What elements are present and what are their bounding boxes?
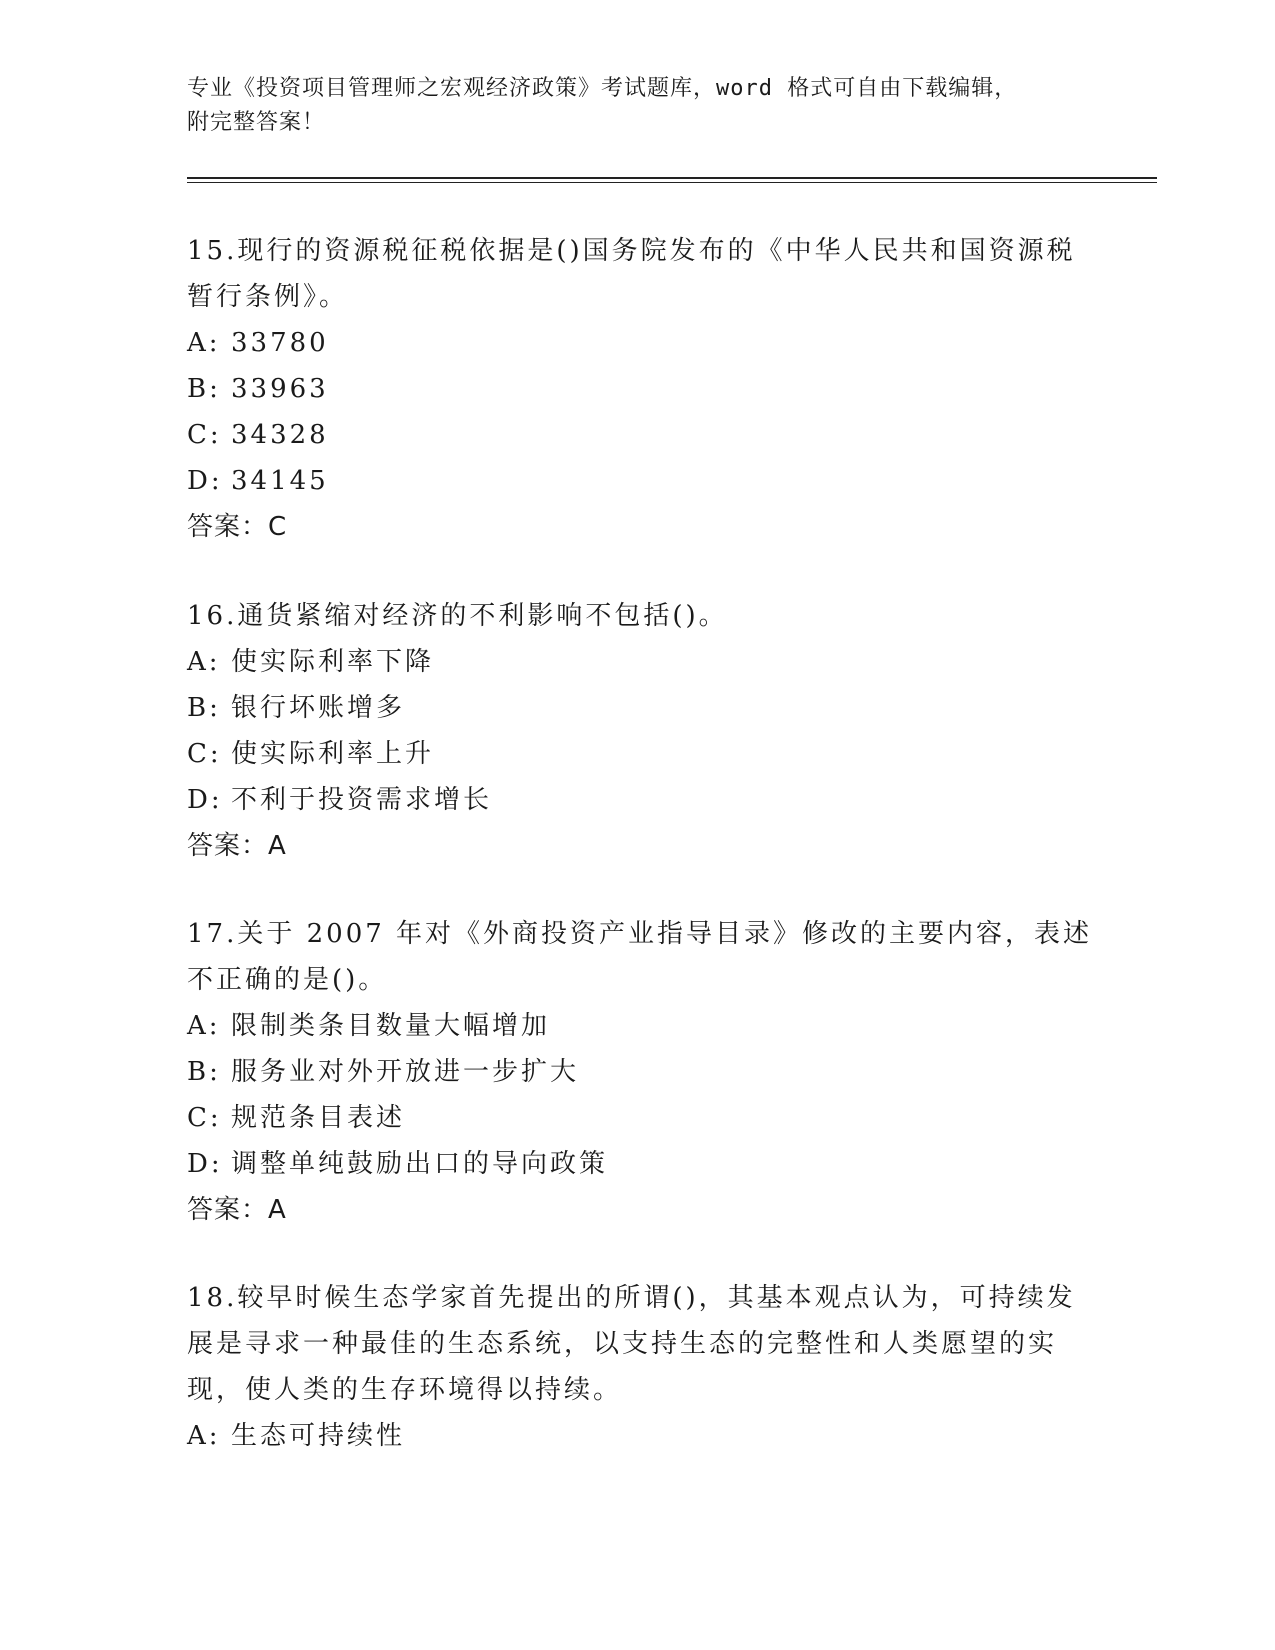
option-key: C: bbox=[187, 1103, 222, 1133]
option-a bbox=[187, 1003, 1087, 1049]
option-key: C: bbox=[187, 739, 222, 769]
question-stem-line: 18.较早时候生态学家首先提出的所谓()，其基本观点认为，可持续发 bbox=[187, 1283, 1076, 1313]
document-header bbox=[187, 72, 1107, 140]
question-stem-line: 16.通货紧缩对经济的不利影响不包括()。 bbox=[187, 601, 728, 631]
answer-line: 答案：C bbox=[187, 512, 288, 542]
option-key: B: bbox=[187, 1057, 221, 1087]
option-key: D: bbox=[187, 466, 223, 496]
option-d bbox=[187, 1141, 1087, 1187]
option-key: D: bbox=[187, 785, 223, 815]
option-c bbox=[187, 1095, 1087, 1141]
option-text: 服务业对外开放进一步扩大 bbox=[231, 1057, 580, 1087]
question-stem-line: 不正确的是()。 bbox=[187, 965, 388, 995]
option-text: 调整单纯鼓励出口的导向政策 bbox=[231, 1149, 609, 1179]
option-a bbox=[187, 320, 1087, 366]
header-line-2: 附完整答案！ bbox=[187, 110, 326, 135]
question-17 bbox=[187, 911, 1093, 1233]
answer-line: 答案：A bbox=[187, 1195, 287, 1225]
option-a bbox=[187, 639, 1087, 685]
option-c bbox=[187, 412, 1087, 458]
option-text: 33780 bbox=[231, 328, 329, 358]
option-text: 银行坏账增多 bbox=[231, 693, 406, 723]
option-text: 不利于投资需求增长 bbox=[231, 785, 493, 815]
option-text: 34328 bbox=[231, 420, 329, 450]
header-line-1: 专业《投资项目管理师之宏观经济政策》考试题库，word 格式可自由下载编辑， bbox=[187, 76, 1018, 101]
option-key: A: bbox=[187, 1011, 221, 1041]
option-text: 使实际利率上升 bbox=[231, 739, 435, 769]
header-divider bbox=[187, 177, 1157, 183]
option-c bbox=[187, 731, 1087, 777]
option-key: A: bbox=[187, 647, 221, 677]
option-text: 限制类条目数量大幅增加 bbox=[231, 1011, 551, 1041]
question-stem-line: 展是寻求一种最佳的生态系统，以支持生态的完整性和人类愿望的实 bbox=[187, 1329, 1058, 1359]
question-stem-line: 15.现行的资源税征税依据是()国务院发布的《中华人民共和国资源税 bbox=[187, 236, 1076, 266]
question-stem-line: 现，使人类的生存环境得以持续。 bbox=[187, 1375, 623, 1405]
option-key: B: bbox=[187, 374, 221, 404]
question-16 bbox=[187, 593, 1087, 869]
option-d bbox=[187, 458, 1087, 504]
option-key: B: bbox=[187, 693, 221, 723]
option-text: 33963 bbox=[231, 374, 329, 404]
question-stem-line: 17.关于 2007 年对《外商投资产业指导目录》修改的主要内容，表述 bbox=[187, 919, 1093, 949]
question-15 bbox=[187, 228, 1087, 550]
option-key: C: bbox=[187, 420, 222, 450]
question-18 bbox=[187, 1275, 1087, 1459]
option-b bbox=[187, 685, 1087, 731]
option-d bbox=[187, 777, 1087, 823]
answer-line: 答案：A bbox=[187, 831, 287, 861]
option-key: A: bbox=[187, 1421, 221, 1451]
option-text: 生态可持续性 bbox=[231, 1421, 406, 1451]
option-b bbox=[187, 366, 1087, 412]
option-a bbox=[187, 1413, 1087, 1459]
option-b bbox=[187, 1049, 1087, 1095]
option-key: D: bbox=[187, 1149, 223, 1179]
question-stem-line: 暂行条例》。 bbox=[187, 282, 349, 312]
option-text: 使实际利率下降 bbox=[231, 647, 435, 677]
option-text: 34145 bbox=[231, 466, 329, 496]
option-key: A: bbox=[187, 328, 221, 358]
option-text: 规范条目表述 bbox=[231, 1103, 406, 1133]
